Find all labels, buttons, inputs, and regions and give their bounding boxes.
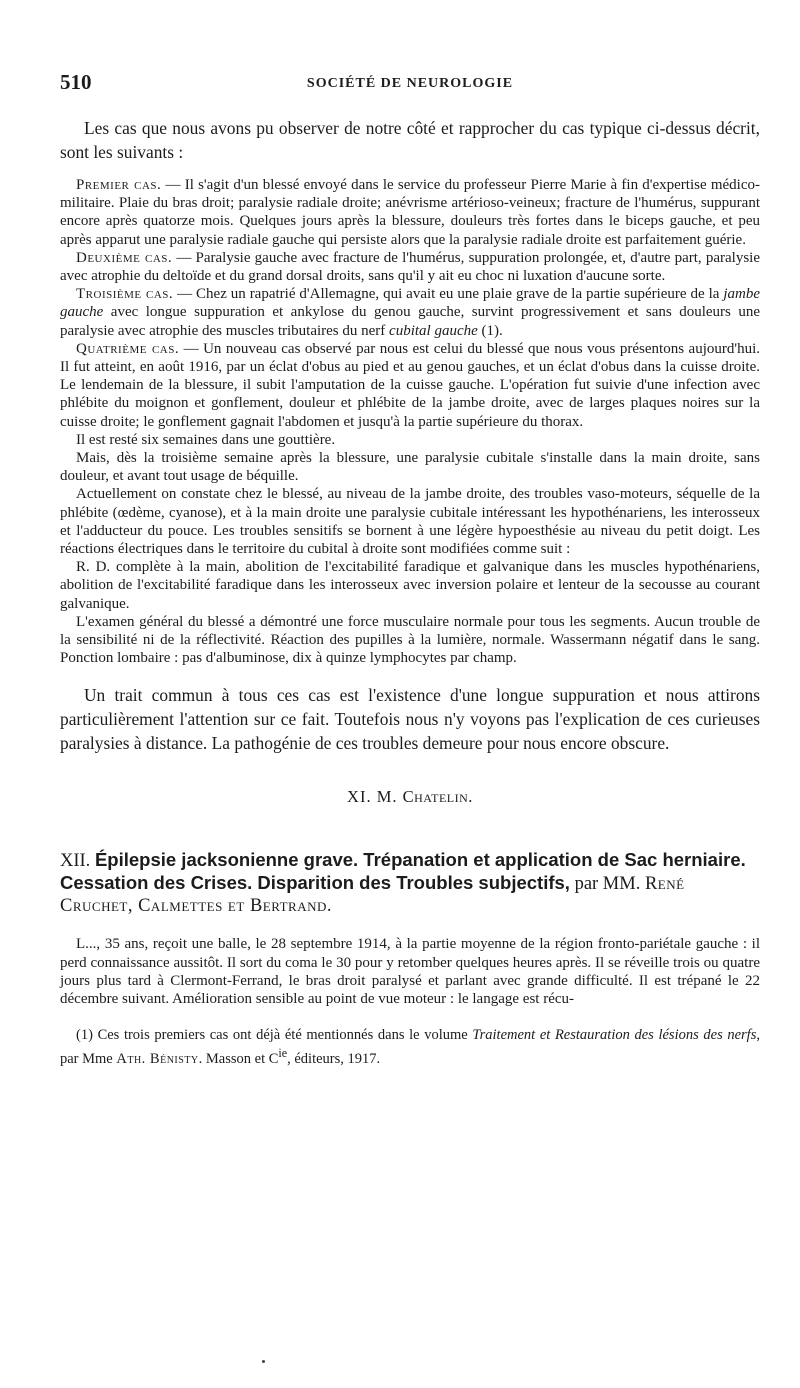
case-4-examen-paragraph: L'examen général du blessé a démontré une force musculaire normale pour tous les segments. Aucun trouble de la sensibilité ni de la réflectivité. Réaction des pupilles à la lumière, normale. Wassermann négatif dans le sang. Ponction lombaire : pas d'albuminose, dix à quinze lymphocytes par champ. [60, 613, 760, 667]
conclusion-paragraph: Un trait commun à tous ces cas est l'existence d'une longue suppuration et nous attirons particulièrement l'attention sur ce fait. Toutefois nous n'y voyons pas l'explication de ces curieuses paralysies à distance. La pathogénie de ces troubles demeure pour nous encore obscure. [60, 685, 760, 754]
running-head: SOCIÉTÉ DE NEUROLOGIE [306, 76, 514, 91]
case-4-text: — Un nouveau cas observé par nous est celui du blessé que nous vous présentons aujourd'hui. Il fut atteint, en août 1916, par un éclat d'obus au pied et au genou gauches, et un éclat d'obus dans la cuisse droite. Le lendemain de la blessure, il subit l'amputation de la cuisse gauche. L'opération fut suivie d'une infection avec phlébite du moignon et gonflement, douleur et phlébite de la jambe droite, avec de larges plaques noires sur la cuisse droite; le gonflement gagnait l'abdomen et jusqu'à la partie supérieure du thorax. [60, 340, 760, 430]
case-1-text: — Il s'agit d'un blessé envoyé dans le service du professeur Pierre Marie à fin d'expertise médico-militaire. Plaie du bras droit; paralysie radiale droite; anévrisme artérioso-veineux; fracture de l'humérus, suppurant encore après quatorze mois. Quelques jours après la blessure, douleurs très fortes dans le biceps gauche, et peu après apparut une paralysie radiale gauche qui persiste alors que la paralysie radiale droite est parfaitement guérie. [60, 177, 760, 248]
footnote-sup: ie [278, 1046, 288, 1061]
section-xii-numeral: XII. [60, 851, 95, 872]
case-3-label: Troisième cas. [76, 286, 174, 303]
case-2-text: — Paralysie gauche avec fracture de l'humérus, suppuration prolongée, et, d'autre part, paralysie avec atrophie du deltoïde et du grand dorsal droits, sans qu'il y ait eu choc ni luxation d'aucune sorte. [60, 249, 760, 285]
case-3-text-b: avec longue suppuration et ankylose du genou gauche, survint progressivement et sans douleurs une paralysie avec atrophie des muscles tributaires du nerf [60, 304, 760, 339]
case-3-paragraph [60, 285, 760, 340]
case-1-label: Premier cas. [76, 177, 162, 193]
footnote-text-a: Ces trois premiers cas ont déjà été mentionnés dans le volume [92, 1027, 473, 1044]
footnote-text-c: . Masson et C [198, 1051, 279, 1068]
case-1-paragraph [60, 176, 760, 249]
footnote [60, 1026, 760, 1068]
case-4-reactions-paragraph: R. D. complète à la main, abolition de l'excitabilité faradique et galvanique dans les muscles hypothénariens, abolition de l'excitabilité faradique dans les interosseux avec inversion polaire et lenteur de la secousse au courant galvanique. [60, 559, 760, 612]
case-4-gouttiere-paragraph: Il est resté six semaines dans une gouttière. [76, 431, 336, 448]
section-xii-body: L..., 35 ans, reçoit une balle, le 28 septembre 1914, à la partie moyenne de la région fronto-pariétale gauche : il perd connaissance aussitôt. Il sort du coma le 30 pour y retomber quelques heures après. Il se réveille trois ou quatre jours plus tard à Clermont-Ferrand, le bras droit paralysé et parlant avec grande difficulté. Il est trépané le 22 décembre suivant. Amélioration sensible au point de vue moteur : le langage est récu- [60, 936, 760, 1008]
page-body [60, 116, 760, 1068]
page-number: 510 [60, 70, 92, 94]
section-xii-heading [60, 849, 760, 917]
case-3-italic-a: jambe gauche [60, 286, 760, 321]
case-4-paralysie-paragraph: Mais, dès la troisième semaine après la blessure, une paralysie cubitale s'installe dans la main droite, sans douleur, et avant tout usage de béquille. [60, 450, 760, 485]
footnote-author: Ath. Bénisty [116, 1051, 199, 1068]
page-speck [262, 1360, 265, 1363]
case-3-text-c: (1). [477, 322, 503, 339]
section-xi-numeral: XI. M. [347, 787, 403, 807]
case-4-paragraph [60, 340, 760, 431]
footnote-marker: (1) [76, 1027, 93, 1044]
case-4-label: Quatrième cas. [76, 340, 180, 357]
footnote-text-d: , éditeurs, 1917. [287, 1051, 381, 1068]
case-2-paragraph [60, 249, 760, 285]
section-xii-par: par MM. [569, 874, 645, 895]
page-header [60, 70, 760, 100]
case-3-text-a: — Chez un rapatrié d'Allemagne, qui avait eu une plaie grave de la partie supérieure de la [173, 286, 724, 303]
section-xi-author: Chatelin. [402, 787, 473, 807]
case-3-italic-b: cubital gauche [389, 322, 478, 339]
footnote-book-title: Traitement et Restauration des lésions des nerfs [472, 1027, 757, 1044]
case-4-actuellement-paragraph: Actuellement on constate chez le blessé, au niveau de la jambe droite, des troubles vaso-moteurs, séquelle de la phlébite (œdème, cyanose), et à la main droite une paralysie cubitale intéressant les hypothénariens, les interosseux et l'adducteur du pouce. Les troubles sensitifs se bornent à une légère hypoesthésie au niveau du petit doigt. Les réactions électriques dans le territoire du cubital à droite sont modifiées comme suit : [60, 486, 760, 558]
section-xii-authors: René Cruchet, Calmettes et Bertrand. [60, 874, 685, 917]
section-xi-heading [60, 787, 760, 807]
case-2-label: Deuxième cas. [76, 249, 173, 266]
intro-paragraph: Les cas que nous avons pu observer de notre côté et rapprocher du cas typique ci-dessus décrit, sont les suivants : [60, 118, 760, 162]
footnote-text-b: , par Mme [60, 1027, 760, 1068]
section-xii-title: Épilepsie jacksonienne grave. Trépanation et application de Sac herniaire. Cessation des Crises. Disparition des Troubles subjectifs, [60, 849, 746, 894]
